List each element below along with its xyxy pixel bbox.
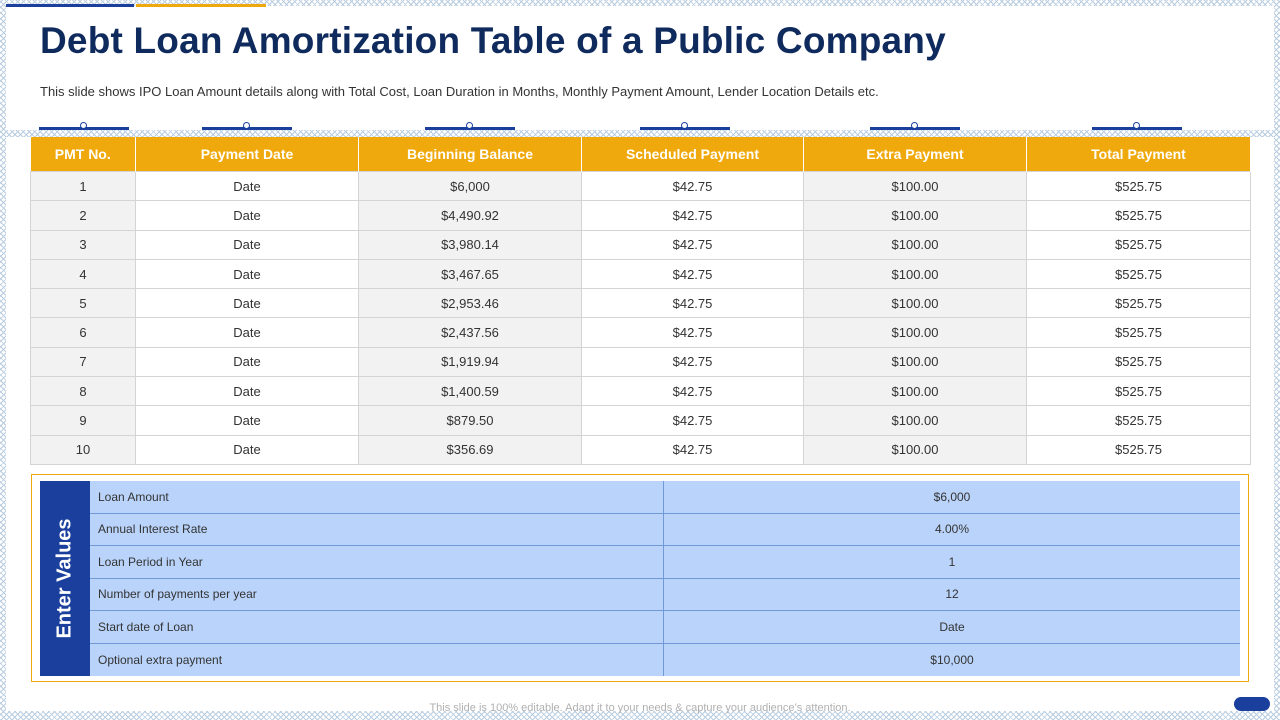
table-row	[31, 377, 1251, 406]
page-title: Debt Loan Amortization Table of a Public Company	[40, 20, 946, 61]
cell-total-payment: $525.75	[1027, 347, 1251, 376]
cell-payment-date: Date	[136, 289, 359, 318]
input-value[interactable]: 4.00%	[934, 522, 970, 537]
cell-pmt-no: 6	[31, 318, 136, 347]
table-row	[31, 230, 1251, 259]
cell-total-payment: $525.75	[1027, 230, 1251, 259]
cell-extra-payment: $100.00	[804, 347, 1027, 376]
cell-pmt-no: 4	[31, 259, 136, 288]
table-row	[31, 172, 1251, 201]
cell-extra-payment: $100.00	[804, 435, 1027, 464]
cell-beginning-balance: $6,000	[359, 172, 582, 201]
cell-beginning-balance: $1,919.94	[359, 347, 582, 376]
cell-pmt-no: 10	[31, 435, 136, 464]
cell-extra-payment: $100.00	[804, 318, 1027, 347]
cell-extra-payment: $100.00	[804, 406, 1027, 435]
input-row-annual-interest-rate	[90, 514, 1240, 547]
cell-extra-payment: $100.00	[804, 172, 1027, 201]
column-marker-5	[870, 127, 960, 130]
table-row	[31, 318, 1251, 347]
input-row-loan-amount	[90, 481, 1240, 514]
cell-beginning-balance: $3,980.14	[359, 230, 582, 259]
cell-payment-date: Date	[136, 318, 359, 347]
cell-payment-date: Date	[136, 172, 359, 201]
input-label: Start date of Loan	[90, 611, 664, 643]
footer-note: This slide is 100% editable. Adapt it to your needs & capture your audience’s attention.	[429, 702, 851, 714]
cell-pmt-no: 5	[31, 289, 136, 318]
enter-values-label: Enter Values	[53, 518, 76, 639]
cell-beginning-balance: $4,490.92	[359, 201, 582, 230]
accent-bar-gold	[136, 4, 266, 7]
cell-payment-date: Date	[136, 230, 359, 259]
header-scheduled-payment: Scheduled Payment	[582, 137, 804, 172]
cell-pmt-no: 7	[31, 347, 136, 376]
cell-total-payment: $525.75	[1027, 318, 1251, 347]
cell-scheduled-payment: $42.75	[582, 172, 804, 201]
header-total-payment: Total Payment	[1027, 137, 1251, 172]
input-value[interactable]: $6,000	[933, 489, 971, 504]
amortization-table	[30, 137, 1251, 465]
table-header-row	[31, 137, 1251, 172]
header-payment-date: Payment Date	[136, 137, 359, 172]
column-marker-3	[425, 127, 515, 130]
cell-beginning-balance: $2,953.46	[359, 289, 582, 318]
header-extra-payment: Extra Payment	[804, 137, 1027, 172]
input-label: Number of payments per year	[90, 579, 664, 611]
cell-extra-payment: $100.00	[804, 259, 1027, 288]
cell-payment-date: Date	[136, 406, 359, 435]
input-label: Loan Amount	[90, 481, 664, 513]
cell-payment-date: Date	[136, 435, 359, 464]
input-label: Annual Interest Rate	[90, 514, 664, 546]
cell-pmt-no: 1	[31, 172, 136, 201]
header-beginning-balance: Beginning Balance	[359, 137, 582, 172]
cell-scheduled-payment: $42.75	[582, 289, 804, 318]
input-value[interactable]: 12	[945, 587, 959, 602]
enter-values-band	[40, 481, 90, 676]
table-row	[31, 259, 1251, 288]
cell-scheduled-payment: $42.75	[582, 435, 804, 464]
cell-beginning-balance: $2,437.56	[359, 318, 582, 347]
cell-extra-payment: $100.00	[804, 230, 1027, 259]
cell-payment-date: Date	[136, 347, 359, 376]
cell-pmt-no: 2	[31, 201, 136, 230]
cell-total-payment: $525.75	[1027, 201, 1251, 230]
input-value[interactable]: 1	[948, 554, 956, 569]
column-marker-6	[1092, 127, 1182, 130]
cell-extra-payment: $100.00	[804, 289, 1027, 318]
cell-beginning-balance: $879.50	[359, 406, 582, 435]
input-row-start-date	[90, 611, 1240, 644]
table-row	[31, 289, 1251, 318]
input-value[interactable]: $10,000	[930, 652, 974, 667]
cell-total-payment: $525.75	[1027, 289, 1251, 318]
table-row	[31, 435, 1251, 464]
input-label: Optional extra payment	[90, 644, 664, 677]
cell-extra-payment: $100.00	[804, 201, 1027, 230]
cell-payment-date: Date	[136, 259, 359, 288]
input-label: Loan Period in Year	[90, 546, 664, 578]
cell-total-payment: $525.75	[1027, 377, 1251, 406]
column-marker-2	[202, 127, 292, 130]
table-row	[31, 201, 1251, 230]
cell-pmt-no: 8	[31, 377, 136, 406]
cell-scheduled-payment: $42.75	[582, 201, 804, 230]
column-marker-1	[39, 127, 129, 130]
cell-pmt-no: 9	[31, 406, 136, 435]
table-row	[31, 406, 1251, 435]
column-marker-4	[640, 127, 730, 130]
cell-scheduled-payment: $42.75	[582, 230, 804, 259]
cell-scheduled-payment: $42.75	[582, 347, 804, 376]
cell-beginning-balance: $3,467.65	[359, 259, 582, 288]
table-row	[31, 347, 1251, 376]
cell-payment-date: Date	[136, 201, 359, 230]
input-row-payments-per-year	[90, 579, 1240, 612]
cell-scheduled-payment: $42.75	[582, 318, 804, 347]
accent-bar-blue	[6, 4, 134, 7]
input-value[interactable]: Date	[939, 619, 965, 634]
cell-scheduled-payment: $42.75	[582, 259, 804, 288]
header-pmt-no: PMT No.	[31, 137, 136, 172]
cell-pmt-no: 3	[31, 230, 136, 259]
page-subtitle: This slide shows IPO Loan Amount details along with Total Cost, Loan Duration in Months, Monthly Payment Amount, Lender Location Details etc.	[40, 84, 879, 99]
cell-extra-payment: $100.00	[804, 377, 1027, 406]
cell-scheduled-payment: $42.75	[582, 377, 804, 406]
page-indicator-pill	[1234, 697, 1270, 711]
cell-total-payment: $525.75	[1027, 435, 1251, 464]
input-row-extra-payment	[90, 644, 1240, 677]
input-row-loan-period	[90, 546, 1240, 579]
cell-total-payment: $525.75	[1027, 172, 1251, 201]
cell-total-payment: $525.75	[1027, 259, 1251, 288]
cell-scheduled-payment: $42.75	[582, 406, 804, 435]
cell-beginning-balance: $1,400.59	[359, 377, 582, 406]
cell-payment-date: Date	[136, 377, 359, 406]
cell-beginning-balance: $356.69	[359, 435, 582, 464]
cell-total-payment: $525.75	[1027, 406, 1251, 435]
enter-values-grid	[90, 481, 1240, 676]
